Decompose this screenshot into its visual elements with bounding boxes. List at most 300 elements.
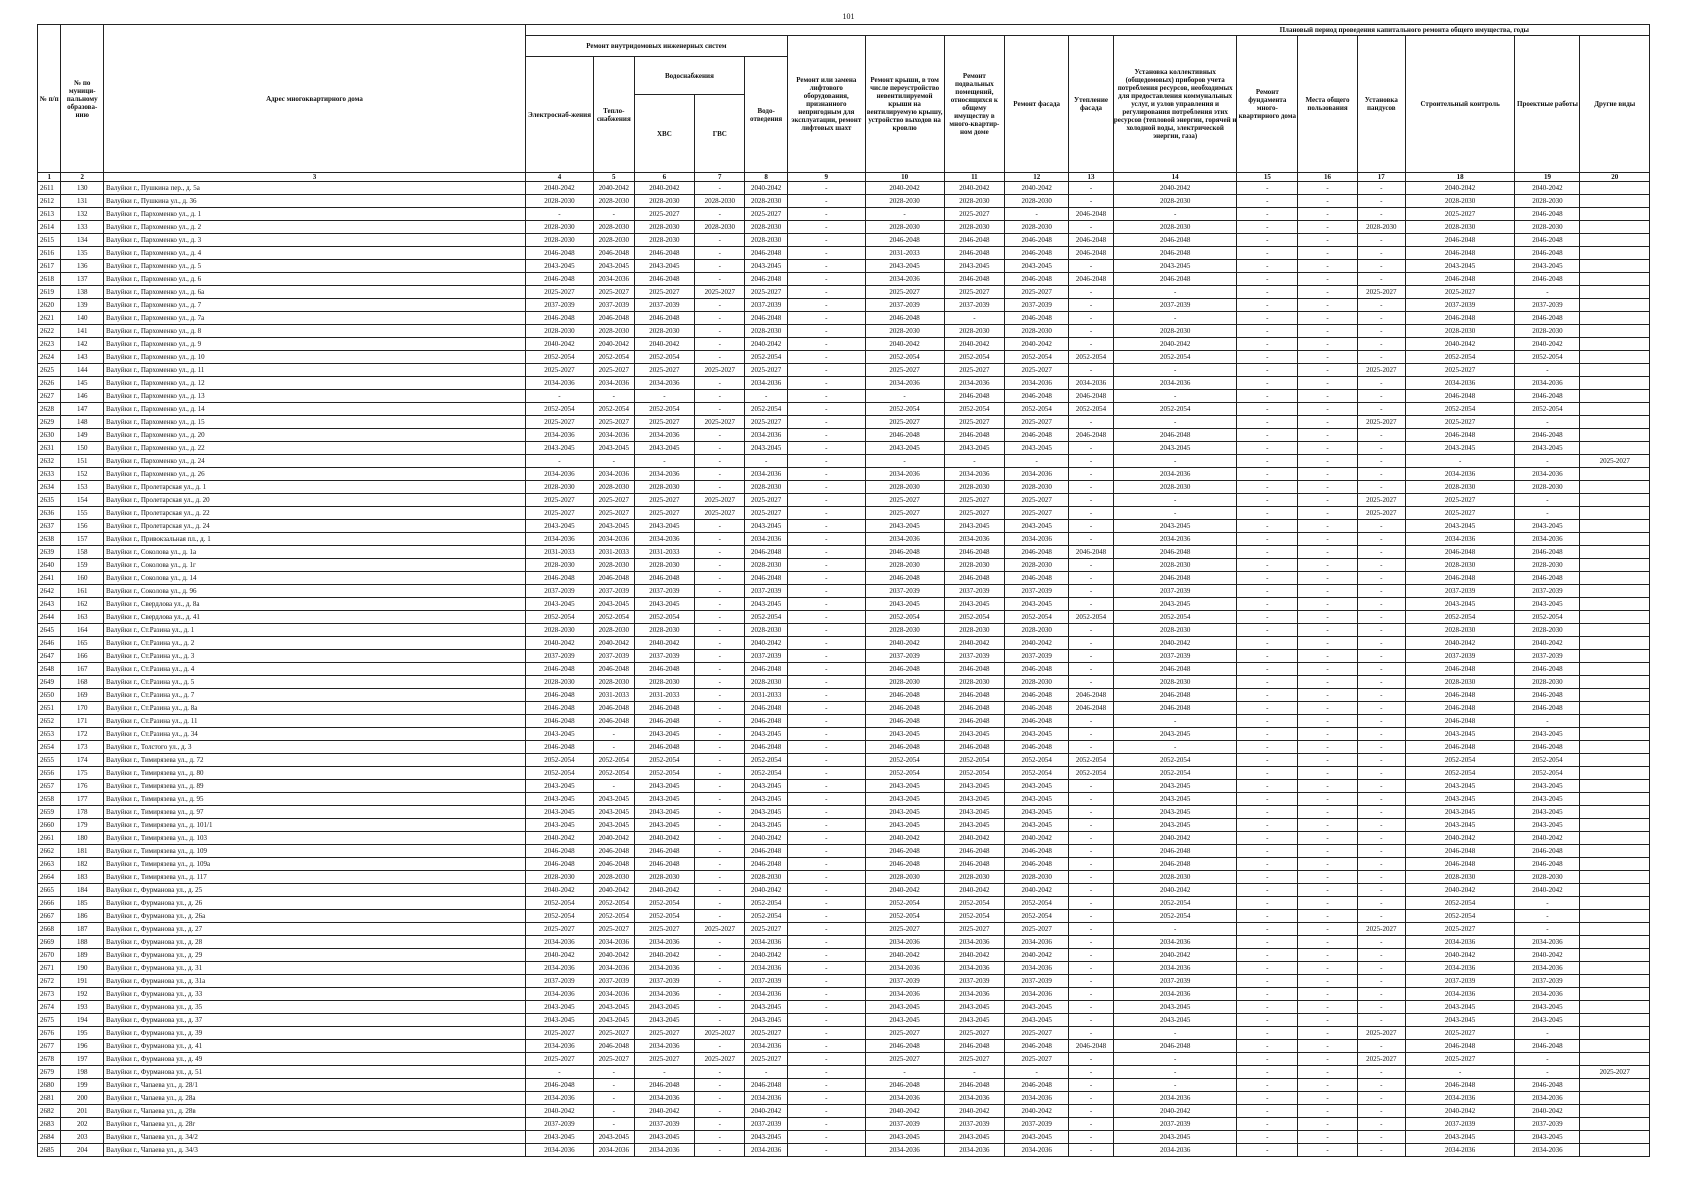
row-cell: - — [1237, 195, 1298, 208]
table-row — [38, 403, 1650, 416]
row-cell: 2043-2045 — [594, 793, 634, 806]
row-cell: 2025-2027 — [1357, 507, 1405, 520]
table-row — [38, 390, 1650, 403]
row-cell: - — [1357, 897, 1405, 910]
row-cell: 2028-2030 — [745, 624, 788, 637]
row-cell: - — [1069, 637, 1114, 650]
row-cell: - — [1298, 949, 1358, 962]
row-index: 2646 — [38, 637, 61, 650]
row-cell: 2046-2048 — [1405, 247, 1515, 260]
row-cell: 2037-2039 — [594, 299, 634, 312]
row-municipal-index: 132 — [61, 208, 104, 221]
row-cell: - — [1515, 416, 1580, 429]
row-cell: - — [1237, 702, 1298, 715]
row-address: Валуйки г., Тимирязева ул., д. 80 — [104, 767, 526, 780]
row-cell: - — [1069, 286, 1114, 299]
row-cell: 2046-2048 — [634, 741, 695, 754]
row-cell: - — [1298, 741, 1358, 754]
row-cell: 2043-2045 — [865, 1001, 944, 1014]
row-cell: - — [1237, 715, 1298, 728]
row-cell: 2025-2027 — [1405, 923, 1515, 936]
table-row — [38, 793, 1650, 806]
row-cell: 2037-2039 — [634, 1118, 695, 1131]
row-cell: - — [787, 1001, 865, 1014]
table-row — [38, 195, 1650, 208]
row-cell: 2046-2048 — [594, 312, 634, 325]
header-municipal-no: № по муници-пальному образова-нию — [61, 25, 104, 173]
table-row — [38, 325, 1650, 338]
row-cell: 2052-2054 — [1113, 897, 1237, 910]
row-cell — [1580, 416, 1650, 429]
table-row — [38, 1053, 1650, 1066]
row-cell: - — [1237, 468, 1298, 481]
row-cell: - — [695, 585, 745, 598]
row-index: 2632 — [38, 455, 61, 468]
row-cell: - — [634, 390, 695, 403]
row-cell: 2034-2036 — [865, 1092, 944, 1105]
row-address: Валуйки г., Пролетарская ул., д. 24 — [104, 520, 526, 533]
row-index: 2638 — [38, 533, 61, 546]
row-cell: 2046-2048 — [1005, 429, 1069, 442]
row-cell: 2046-2048 — [1005, 858, 1069, 871]
row-municipal-index: 144 — [61, 364, 104, 377]
row-cell: 2034-2036 — [1113, 377, 1237, 390]
row-cell: - — [1069, 741, 1114, 754]
row-cell: - — [1405, 455, 1515, 468]
row-cell: 2046-2048 — [1405, 390, 1515, 403]
row-cell — [1580, 351, 1650, 364]
row-cell: - — [525, 390, 593, 403]
row-cell: - — [865, 390, 944, 403]
row-cell: 2052-2054 — [865, 767, 944, 780]
row-cell — [1580, 650, 1650, 663]
row-address: Валуйки г., Пархоменко ул., д. 12 — [104, 377, 526, 390]
row-cell: - — [1069, 676, 1114, 689]
row-municipal-index: 176 — [61, 780, 104, 793]
row-cell: 2034-2036 — [594, 962, 634, 975]
row-cell: - — [1069, 858, 1114, 871]
row-cell — [1580, 507, 1650, 520]
row-cell: 2043-2045 — [865, 780, 944, 793]
row-cell: 2025-2027 — [634, 208, 695, 221]
row-cell: 2046-2048 — [1005, 845, 1069, 858]
row-cell: - — [787, 949, 865, 962]
row-cell: 2037-2039 — [865, 975, 944, 988]
row-cell: 2025-2027 — [1357, 416, 1405, 429]
row-cell: - — [594, 1105, 634, 1118]
row-cell: 2046-2048 — [1113, 663, 1237, 676]
row-cell: 2037-2039 — [634, 585, 695, 598]
row-cell: - — [695, 481, 745, 494]
row-cell: - — [1298, 793, 1358, 806]
row-cell: - — [1298, 780, 1358, 793]
table-row — [38, 637, 1650, 650]
row-cell: 2034-2036 — [1005, 962, 1069, 975]
row-municipal-index: 146 — [61, 390, 104, 403]
row-cell — [1580, 624, 1650, 637]
row-cell: - — [695, 897, 745, 910]
row-municipal-index: 158 — [61, 546, 104, 559]
row-address: Валуйки г., Фурманова ул., д. 29 — [104, 949, 526, 962]
row-cell: 2046-2048 — [634, 1079, 695, 1092]
row-address: Валуйки г., Соколова ул., д. 96 — [104, 585, 526, 598]
row-cell: 2031-2033 — [634, 546, 695, 559]
row-cell: - — [695, 403, 745, 416]
row-cell: 2043-2045 — [1515, 806, 1580, 819]
row-cell: 2034-2036 — [745, 468, 788, 481]
row-cell — [1580, 962, 1650, 975]
row-cell: 2043-2045 — [1405, 819, 1515, 832]
table-row — [38, 208, 1650, 221]
row-cell: 2025-2027 — [1357, 364, 1405, 377]
row-cell: - — [1237, 624, 1298, 637]
row-cell: 2037-2039 — [634, 975, 695, 988]
row-cell — [1580, 481, 1650, 494]
row-cell: 2025-2027 — [594, 507, 634, 520]
row-cell: 2046-2048 — [1113, 247, 1237, 260]
column-number: 10 — [865, 173, 944, 182]
row-cell: 2025-2027 — [695, 364, 745, 377]
row-address: Валуйки г., Фурманова ул., д. 35 — [104, 1001, 526, 1014]
row-cell: 2025-2027 — [634, 494, 695, 507]
row-cell: - — [1069, 481, 1114, 494]
row-cell: 2034-2036 — [1515, 962, 1580, 975]
row-municipal-index: 188 — [61, 936, 104, 949]
row-cell: 2052-2054 — [944, 910, 1005, 923]
row-cell — [1580, 819, 1650, 832]
row-cell: 2046-2048 — [865, 663, 944, 676]
row-cell: - — [1113, 208, 1237, 221]
row-cell: 2052-2054 — [865, 611, 944, 624]
row-cell: - — [1515, 897, 1580, 910]
row-cell: - — [1298, 1118, 1358, 1131]
row-cell: 2028-2030 — [1005, 221, 1069, 234]
row-cell: 2052-2054 — [525, 897, 593, 910]
row-cell: - — [1237, 208, 1298, 221]
row-cell: - — [787, 364, 865, 377]
row-cell: - — [1357, 988, 1405, 1001]
row-cell: 2046-2048 — [594, 1040, 634, 1053]
row-cell: 2025-2027 — [1405, 1053, 1515, 1066]
row-cell: 2028-2030 — [1005, 676, 1069, 689]
row-cell: 2025-2027 — [634, 286, 695, 299]
row-cell: - — [1298, 871, 1358, 884]
row-cell: - — [1357, 676, 1405, 689]
row-cell: 2037-2039 — [525, 1118, 593, 1131]
row-cell: 2025-2027 — [695, 286, 745, 299]
row-cell: - — [1298, 689, 1358, 702]
row-cell: 2025-2027 — [745, 507, 788, 520]
row-cell: 2043-2045 — [634, 793, 695, 806]
row-cell: 2034-2036 — [1405, 1144, 1515, 1157]
row-cell: 2052-2054 — [634, 754, 695, 767]
row-cell — [1580, 585, 1650, 598]
row-cell: - — [1069, 572, 1114, 585]
row-cell: 2046-2048 — [1113, 702, 1237, 715]
row-cell: - — [695, 377, 745, 390]
row-cell: - — [1237, 1066, 1298, 1079]
row-cell: - — [1069, 1105, 1114, 1118]
row-municipal-index: 195 — [61, 1027, 104, 1040]
row-address: Валуйки г., Пархоменко ул., д. 10 — [104, 351, 526, 364]
row-cell: 2043-2045 — [1113, 793, 1237, 806]
row-cell: - — [1237, 429, 1298, 442]
row-cell: 2028-2030 — [865, 325, 944, 338]
row-cell — [1580, 767, 1650, 780]
row-cell: 2043-2045 — [1113, 520, 1237, 533]
row-cell: 2052-2054 — [1005, 351, 1069, 364]
header-elevator: Ремонт или замена лифтового оборудования, признанного непригодным для эксплуатации, ремонт лифтовых шахт — [787, 36, 865, 173]
row-cell: - — [695, 1066, 745, 1079]
row-cell: 2043-2045 — [1515, 520, 1580, 533]
row-cell: 2037-2039 — [1005, 650, 1069, 663]
row-cell: 2043-2045 — [1113, 1131, 1237, 1144]
row-cell: 2052-2054 — [634, 897, 695, 910]
row-cell: 2034-2036 — [1113, 533, 1237, 546]
row-index: 2675 — [38, 1014, 61, 1027]
row-cell: 2046-2048 — [525, 702, 593, 715]
row-cell: 2046-2048 — [525, 312, 593, 325]
row-cell: 2043-2045 — [944, 819, 1005, 832]
row-address: Валуйки г., Пархоменко ул., д. 6 — [104, 273, 526, 286]
row-cell: 2034-2036 — [1113, 468, 1237, 481]
row-cell: 2025-2027 — [1005, 507, 1069, 520]
row-cell — [1580, 273, 1650, 286]
row-index: 2674 — [38, 1001, 61, 1014]
row-cell: - — [1357, 754, 1405, 767]
row-cell: 2046-2048 — [1005, 741, 1069, 754]
row-cell — [1580, 845, 1650, 858]
row-cell: - — [1515, 715, 1580, 728]
row-municipal-index: 191 — [61, 975, 104, 988]
row-cell: - — [1069, 598, 1114, 611]
row-cell: - — [1237, 507, 1298, 520]
table-row — [38, 351, 1650, 364]
row-cell: 2046-2048 — [865, 312, 944, 325]
row-cell: - — [695, 1079, 745, 1092]
row-cell: - — [787, 507, 865, 520]
row-cell: 2025-2027 — [594, 286, 634, 299]
row-cell: 2034-2036 — [1005, 988, 1069, 1001]
row-cell: 2043-2045 — [1515, 1001, 1580, 1014]
row-cell: - — [594, 390, 634, 403]
row-address: Валуйки г., Ст.Разина ул., д. 8а — [104, 702, 526, 715]
row-cell: 2025-2027 — [525, 1053, 593, 1066]
row-cell: 2052-2054 — [634, 403, 695, 416]
row-cell: 2046-2048 — [1405, 858, 1515, 871]
row-cell: - — [1237, 1014, 1298, 1027]
row-cell: - — [1113, 1079, 1237, 1092]
row-cell — [1580, 247, 1650, 260]
row-cell: 2037-2039 — [944, 585, 1005, 598]
row-cell — [1580, 910, 1650, 923]
row-cell: 2034-2036 — [1405, 377, 1515, 390]
row-cell: 2046-2048 — [944, 1079, 1005, 1092]
row-cell: 2034-2036 — [944, 1092, 1005, 1105]
row-cell: 2043-2045 — [1405, 793, 1515, 806]
row-cell: 2028-2030 — [1515, 559, 1580, 572]
row-cell: 2028-2030 — [944, 871, 1005, 884]
row-address: Валуйки г., Тимирязева ул., д. 103 — [104, 832, 526, 845]
row-cell: - — [1298, 507, 1358, 520]
row-cell: - — [787, 260, 865, 273]
row-cell: - — [745, 455, 788, 468]
row-cell: 2028-2030 — [1005, 325, 1069, 338]
row-cell: - — [594, 455, 634, 468]
row-address: Валуйки г., Пархоменко ул., д. 8 — [104, 325, 526, 338]
row-cell: 2037-2039 — [1515, 299, 1580, 312]
table-row — [38, 442, 1650, 455]
row-municipal-index: 199 — [61, 1079, 104, 1092]
row-cell: 2046-2048 — [1515, 390, 1580, 403]
row-cell: - — [1357, 793, 1405, 806]
row-cell — [1580, 741, 1650, 754]
row-cell: 2034-2036 — [1515, 1092, 1580, 1105]
row-cell: - — [1357, 624, 1405, 637]
row-cell: 2040-2042 — [1113, 949, 1237, 962]
row-cell: 2046-2048 — [525, 858, 593, 871]
row-cell: - — [1237, 377, 1298, 390]
row-cell: - — [1298, 559, 1358, 572]
row-cell: 2046-2048 — [865, 741, 944, 754]
row-cell: 2043-2045 — [1405, 598, 1515, 611]
row-index: 2650 — [38, 689, 61, 702]
table-row — [38, 754, 1650, 767]
row-address: Валуйки г., Пархоменко ул., д. 7а — [104, 312, 526, 325]
table-row — [38, 897, 1650, 910]
row-cell: 2052-2054 — [1515, 351, 1580, 364]
row-cell: 2043-2045 — [525, 819, 593, 832]
row-cell: 2025-2027 — [1005, 1027, 1069, 1040]
row-cell: 2052-2054 — [525, 754, 593, 767]
row-cell: 2052-2054 — [1113, 351, 1237, 364]
row-cell: 2025-2027 — [1357, 1053, 1405, 1066]
row-cell: 2040-2042 — [1405, 949, 1515, 962]
row-cell: 2052-2054 — [745, 351, 788, 364]
header-other: Другие виды — [1580, 36, 1650, 173]
row-cell: 2052-2054 — [525, 611, 593, 624]
row-cell: - — [787, 715, 865, 728]
row-cell: - — [1237, 897, 1298, 910]
header-no: № п/п — [38, 25, 61, 173]
capital-repair-table — [37, 24, 1650, 1157]
row-municipal-index: 167 — [61, 663, 104, 676]
table-row — [38, 312, 1650, 325]
row-cell: - — [1069, 1118, 1114, 1131]
row-cell: 2028-2030 — [1405, 481, 1515, 494]
row-cell: 2052-2054 — [1515, 754, 1580, 767]
row-cell: - — [1069, 923, 1114, 936]
row-cell: - — [1069, 715, 1114, 728]
row-cell: 2052-2054 — [525, 403, 593, 416]
row-cell: 2028-2030 — [1515, 325, 1580, 338]
row-cell: - — [1237, 611, 1298, 624]
row-cell: 2037-2039 — [1405, 650, 1515, 663]
row-address: Валуйки г., Пархоменко ул., д. 11 — [104, 364, 526, 377]
table-row — [38, 819, 1650, 832]
header-internal-systems: Ремонт внутридомовых инженерных систем — [525, 36, 787, 57]
row-cell: 2046-2048 — [1405, 715, 1515, 728]
row-address: Валуйки г., Чапаева ул., д. 28г — [104, 1118, 526, 1131]
row-cell: 2025-2027 — [865, 494, 944, 507]
row-cell: 2052-2054 — [865, 351, 944, 364]
row-address: Валуйки г., Фурманова ул., д. 25 — [104, 884, 526, 897]
row-cell — [1580, 1053, 1650, 1066]
row-municipal-index: 187 — [61, 923, 104, 936]
row-cell: 2028-2030 — [865, 221, 944, 234]
row-cell — [1580, 1014, 1650, 1027]
row-cell: - — [1069, 988, 1114, 1001]
row-cell: 2037-2039 — [525, 975, 593, 988]
row-cell: - — [1298, 1131, 1358, 1144]
row-cell: 2034-2036 — [525, 429, 593, 442]
row-cell: - — [1357, 559, 1405, 572]
row-cell: 2040-2042 — [1113, 884, 1237, 897]
table-row — [38, 455, 1650, 468]
row-cell: 2040-2042 — [1515, 884, 1580, 897]
table-row — [38, 1144, 1650, 1157]
row-cell: 2046-2048 — [1113, 273, 1237, 286]
table-row — [38, 377, 1650, 390]
table-row — [38, 286, 1650, 299]
row-cell: 2025-2027 — [594, 923, 634, 936]
row-cell: 2040-2042 — [594, 884, 634, 897]
row-cell: 2046-2048 — [944, 390, 1005, 403]
row-cell: 2025-2027 — [865, 1053, 944, 1066]
row-cell: - — [1298, 1066, 1358, 1079]
row-cell: - — [1298, 429, 1358, 442]
header-water-supply: Водоснабжения — [634, 57, 745, 95]
row-cell: 2040-2042 — [745, 338, 788, 351]
row-cell: 2025-2027 — [745, 923, 788, 936]
row-cell: - — [1298, 845, 1358, 858]
row-cell: - — [1237, 1053, 1298, 1066]
row-cell: - — [1298, 702, 1358, 715]
row-cell: 2028-2030 — [1405, 559, 1515, 572]
row-cell: 2028-2030 — [634, 676, 695, 689]
row-cell: 2043-2045 — [1113, 260, 1237, 273]
row-index: 2671 — [38, 962, 61, 975]
row-municipal-index: 142 — [61, 338, 104, 351]
row-index: 2679 — [38, 1066, 61, 1079]
row-index: 2630 — [38, 429, 61, 442]
row-cell: 2034-2036 — [865, 1144, 944, 1157]
row-cell: - — [695, 637, 745, 650]
row-cell: 2043-2045 — [594, 520, 634, 533]
row-cell: 2052-2054 — [594, 403, 634, 416]
table-row — [38, 364, 1650, 377]
row-cell: - — [1237, 1079, 1298, 1092]
row-cell: 2046-2048 — [1005, 715, 1069, 728]
row-municipal-index: 152 — [61, 468, 104, 481]
row-cell: - — [1357, 663, 1405, 676]
row-cell — [1580, 182, 1650, 195]
row-cell: 2034-2036 — [745, 962, 788, 975]
row-cell: 2034-2036 — [634, 533, 695, 546]
row-cell: 2043-2045 — [1113, 806, 1237, 819]
row-cell: 2052-2054 — [1113, 910, 1237, 923]
row-cell: 2025-2027 — [944, 494, 1005, 507]
row-cell: 2043-2045 — [865, 260, 944, 273]
row-cell: 2034-2036 — [634, 429, 695, 442]
row-cell — [1580, 715, 1650, 728]
row-cell: 2025-2027 — [1405, 507, 1515, 520]
row-cell: - — [787, 910, 865, 923]
row-cell: 2037-2039 — [1113, 585, 1237, 598]
row-cell: 2046-2048 — [594, 663, 634, 676]
row-cell: - — [1237, 585, 1298, 598]
row-cell: 2034-2036 — [525, 1040, 593, 1053]
